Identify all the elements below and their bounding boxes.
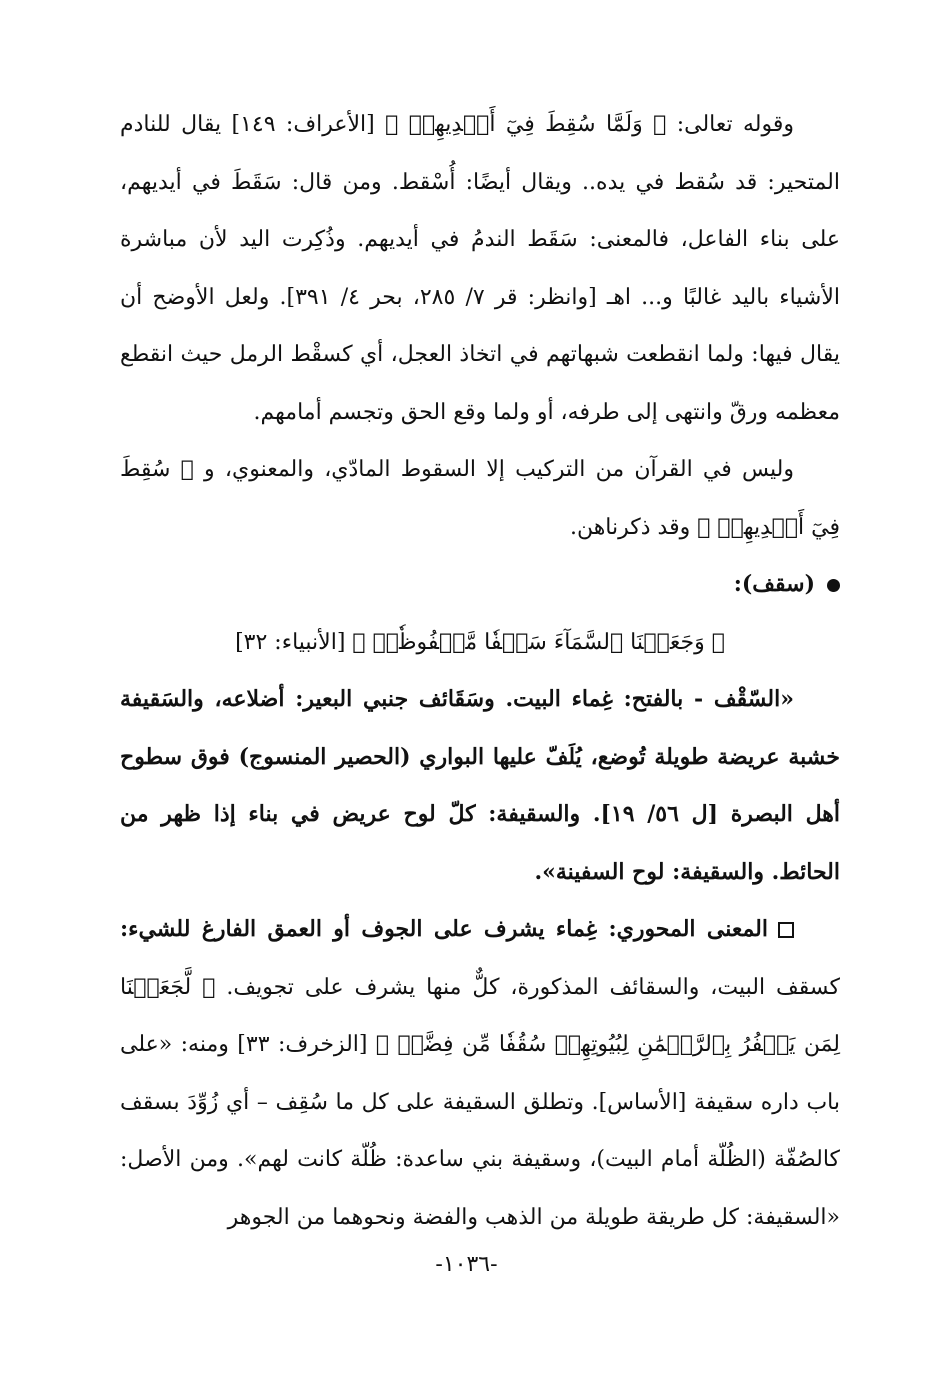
section-heading-text: (سقف): (733, 571, 815, 597)
paragraph-saqata-explanation: وقوله تعالى: ﴿ وَلَمَّا سُقِطَ فِيٓ أَيۡدِيهِمۡ ﴾ [الأعراف: ١٤٩] يقال للنادم المتحير: قد سُقط في يده.. ويقال أيضًا: أُسْقط. ومن قال: سَقَطَ في أيديهم، على بناء الفاعل، فالمعنى: سَقَط الندمُ في أيديهم. وذُكِرت اليد لأن مباشرة الأشياء باليد غالبًا و... اهـ [وانظر: قر ٧/ ٢٨٥، بحر ٤/ ٣٩١]. ولعل الأوضح أن يقال فيها: ولما انقطعت شبهاتهم في اتخاذ العجل، أي كسقْط الرمل حيث انقطع معظمه ورقّ وانتهى إلى طرفه، أو ولما وقع الحق وتجسم أمامهم. (120, 112, 841, 425)
paragraph-quran-usage: وليس في القرآن من التركيب إلا السقوط المادّي، والمعنوي، و ﴿ سُقِطَ فِيٓ أَيۡدِيهِمۡ ﴾ وقد ذكرناهن. (120, 457, 840, 540)
page-body (120, 96, 840, 1246)
bullet-icon (827, 579, 840, 592)
verse-line: ﴿ وَجَعَلۡنَا ٱلسَّمَآءَ سَقۡفٗا مَّحۡفُوظٗاۖ ﴾ [الأنبياء: ٣٢] (235, 629, 725, 655)
core-meaning-paragraph (120, 901, 840, 1246)
core-meaning-text: كسقف البيت، والسقائف المذكورة، كلٌّ منها يشرف على تجويف. ﴿ لَّجَعَلۡنَا لِمَن يَكۡفُرُ بِٱلرَّحۡمَٰنِ لِبُيُوتِهِمۡ سُقُفٗا مِّن فِضَّةٖ ﴾ [الزخرف: ٣٣] ومنه: «على باب داره سقيفة [الأساس]. وتطلق السقيفة على كل ما سُقِف – أي زُوِّدَ بسقف كالصُفّة (الظُلّة أمام البيت)، وسقيفة بني ساعدة: ظُلّة كانت لهم». ومن الأصل: «السقيفة: كل طريقة طويلة من الذهب والفضة ونحوهما من الجوهر (120, 974, 841, 1230)
page-number: -١٠٣٦- (435, 1252, 498, 1277)
core-meaning-label: المعنى المحوري: غِماء يشرف على الجوف أو العمق الفارغ للشيء: (120, 916, 768, 942)
square-box-icon (778, 922, 794, 938)
section-heading (120, 556, 840, 614)
lexical-definition-paragraph: «السّقْف - بالفتح: غِماء البيت. وسَقَائف جنبي البعير: أضلاعه، والسَقيفة خشبة عريضة طويلة تُوضع، يُلَفّ عليها البواري (الحصير المنسوج) فوق سطوح أهل البصرة [ل ٥٦/ ١٩]. والسقيفة: كلّ لوح عريض في بناء إذا ظهر من الحائط. والسقيفة: لوح السفينة». (120, 686, 841, 885)
